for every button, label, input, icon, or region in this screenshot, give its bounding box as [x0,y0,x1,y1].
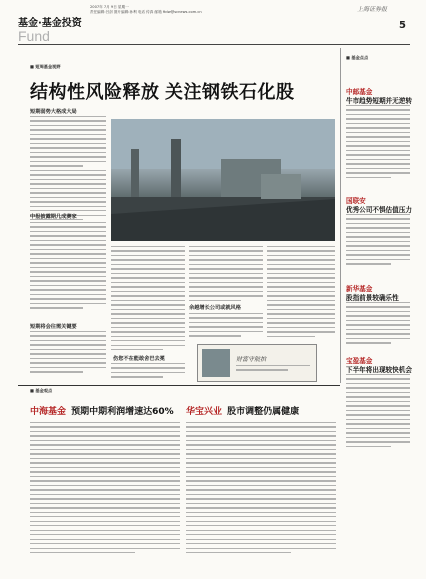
body-text-col-4 [267,246,335,342]
right-item3-sub: 股指前景较确乐性 [346,294,399,302]
right-section-tag: ■ 基金点点 [346,55,369,60]
right-item1-text [346,105,410,189]
right-item2-sub: 优秀公司不惧估值压力 [346,206,412,214]
subheading-1: 短期弱势大格成大局 [30,109,77,115]
right-item4-text [346,374,410,464]
section-en-title: Fund [18,28,50,44]
body-text-col-2b [111,363,185,381]
right-item2-text [346,214,410,276]
right-item3-title: 新华基金 [346,285,373,293]
body-text-col-1c [30,331,106,379]
contact-line: 责任编辑:吕剑 图片编辑:孙利 电话 传真 邮箱 ftdw@scnews.com.cn [90,10,202,14]
column-divider [340,48,341,383]
right-item4-sub: 下半年将出现较快机会 [346,366,412,374]
right-item4-title: 宝盈基金 [346,357,373,365]
body-text-col-2 [111,246,185,354]
body-text-col-3 [189,246,263,304]
paper-name: 上海证券报 [357,6,388,13]
ad-title: 财富守航拍 [236,356,267,363]
bottom-mid-title [186,399,299,418]
headline: 结构性风险释放 关注钢铁石化股 [30,82,295,102]
bottom-rule [18,385,340,386]
body-text-col-1b [30,222,106,322]
subheading-3: 短期将会往需关键要 [30,324,77,330]
section-title: 基金·基金投资 [18,18,82,29]
right-item1-title: 中邮基金 [346,88,373,96]
bottom-left-text [30,422,180,574]
bottom-mid-text [186,422,336,574]
subheading-2: 中报披露期几成赛家 [30,214,77,220]
right-item1-sub: 牛市趋势短期并无逆转 [346,97,412,105]
subheading-5: 余越增长公司或就风格 [189,305,241,311]
bottom-mid-title-black: 股市调整仍属健康 [227,407,300,417]
bottom-left-title-red: 中海基金 [30,407,67,417]
steel-plant-illustration [111,119,335,241]
body-text-col-3b [189,313,263,343]
ad-box [197,344,317,382]
bottom-section-tag: ■ 基金观点 [30,388,53,393]
right-item2-title: 国联安 [346,197,366,205]
subheading-4: 伤您不在能敢舍巴去冕 [113,356,165,362]
bottom-left-title [30,399,174,418]
header-date-line [90,5,320,15]
ad-image [202,349,230,377]
date-line: 2007年 7月 9日 星期一 [90,5,129,9]
page-number: 5 [399,20,406,31]
bottom-left-title-black: 预期中期利润增速达60% [71,407,174,417]
header-rule [18,44,410,45]
right-item3-text [346,302,410,354]
bottom-mid-title-red: 华宝兴业 [186,407,223,417]
news-photo [111,119,335,241]
section-tag: ■ 短周基金视野 [30,64,61,69]
ad-text [236,365,310,377]
